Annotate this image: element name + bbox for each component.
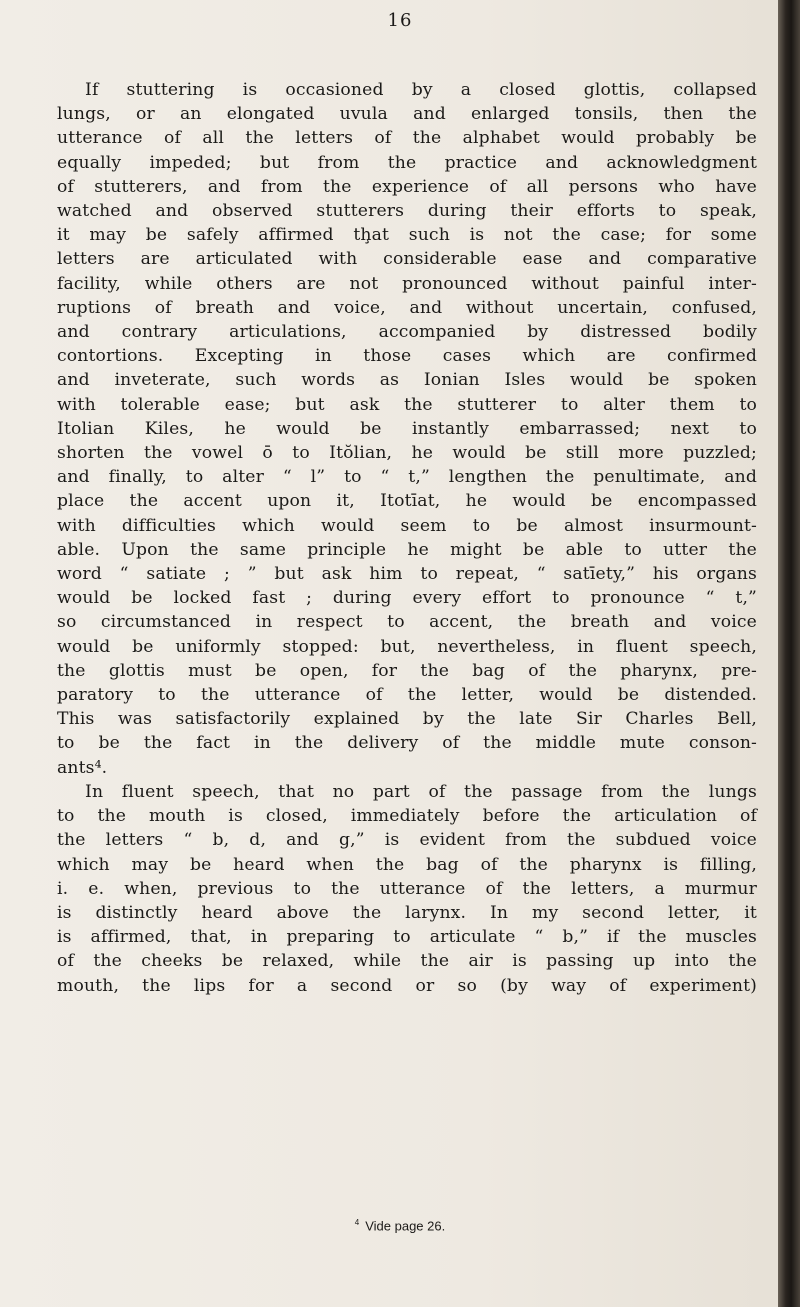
text-line: it may be safely affirmed tḩat such is not the case; for some bbox=[57, 225, 757, 246]
text-line: and finally, to alter “ l” to “ t,” lengthen the penultimate, and bbox=[57, 467, 757, 488]
book-binding-edge bbox=[778, 0, 800, 1307]
text-line: and inveterate, such words as Ionian Isles would be spoken bbox=[57, 370, 757, 391]
text-line: equally impeded; but from the practice and acknowledgment bbox=[57, 152, 757, 173]
text-line: and contrary articulations, accompanied by distressed bodily bbox=[57, 322, 757, 343]
text-line: If stuttering is occasioned by a closed glottis, collapsed bbox=[85, 80, 757, 100]
text-line: word “ satiate ; ” but ask him to repeat, “ satīety,” his organs bbox=[57, 564, 757, 585]
text-line: shorten the vowel ō to Itŏlian, he would be still more puzzled; bbox=[57, 443, 757, 464]
text-line: of stutterers, and from the experience of all persons who have bbox=[57, 176, 757, 197]
footnote bbox=[0, 1218, 800, 1233]
text-line: so circumstanced in respect to accent, the breath and voice bbox=[57, 612, 757, 633]
text-line: would be uniformly stopped: but, nevertheless, in fluent speech, bbox=[57, 636, 757, 657]
text-line: ruptions of breath and voice, and without uncertain, confused, bbox=[57, 297, 757, 318]
text-line: is distinctly heard above the larynx. In my second letter, it bbox=[57, 902, 757, 923]
text-line: is affirmed, that, in preparing to articulate “ b,” if the muscles bbox=[57, 927, 757, 948]
body-text bbox=[57, 78, 757, 998]
text-line: In fluent speech, that no part of the passage from the lungs bbox=[85, 781, 757, 802]
page-number: 16 bbox=[387, 10, 413, 31]
text-line: with difficulties which would seem to be almost insurmount- bbox=[57, 515, 757, 536]
text-line: This was satisfactorily explained by the late Sir Charles Bell, bbox=[57, 709, 757, 730]
text-line: watched and observed stutterers during their efforts to speak, bbox=[57, 201, 757, 222]
text-line: utterance of all the letters of the alphabet would probably be bbox=[57, 128, 757, 149]
footnote-text: Vide page 26. bbox=[365, 1218, 446, 1234]
text-line: to be the fact in the delivery of the middle mute conson- bbox=[57, 733, 757, 754]
text-line: mouth, the lips for a second or so (by way of experiment) bbox=[57, 975, 757, 996]
text-line: with tolerable ease; but ask the stutterer to alter them to bbox=[57, 394, 757, 415]
text-line: Itolian Kiles, he would be instantly embarrassed; next to bbox=[57, 418, 757, 439]
text-line: of the cheeks be relaxed, while the air is passing up into the bbox=[57, 951, 757, 972]
text-line: the glottis must be open, for the bag of the pharynx, pre- bbox=[57, 660, 757, 681]
text-line: to the mouth is closed, immediately before the articulation of bbox=[57, 806, 757, 827]
text-line: would be locked fast ; during every effort to pronounce “ t,” bbox=[57, 588, 757, 609]
text-line: lungs, or an elongated uvula and enlarged tonsils, then the bbox=[57, 104, 757, 125]
text-line: ants⁴. bbox=[57, 757, 108, 778]
text-line: letters are articulated with considerable ease and comparative bbox=[57, 249, 757, 270]
text-line: place the accent upon it, Itotīat, he would be encompassed bbox=[57, 491, 757, 512]
text-line: i. e. when, previous to the utterance of the letters, a murmur bbox=[57, 878, 757, 899]
paragraph-1 bbox=[57, 78, 757, 780]
paragraph-2 bbox=[57, 780, 757, 998]
text-line: which may be heard when the bag of the pharynx is filling, bbox=[57, 854, 757, 875]
text-line: able. Upon the same principle he might be able to utter the bbox=[57, 539, 757, 560]
text-line: facility, while others are not pronounced without painful inter- bbox=[57, 273, 757, 294]
text-line: paratory to the utterance of the letter, would be distended. bbox=[57, 685, 757, 706]
text-line: contortions. Excepting in those cases which are confirmed bbox=[57, 346, 757, 367]
footnote-marker: 4 bbox=[354, 1218, 360, 1227]
text-line: the letters “ b, d, and g,” is evident from the subdued voice bbox=[57, 830, 757, 851]
